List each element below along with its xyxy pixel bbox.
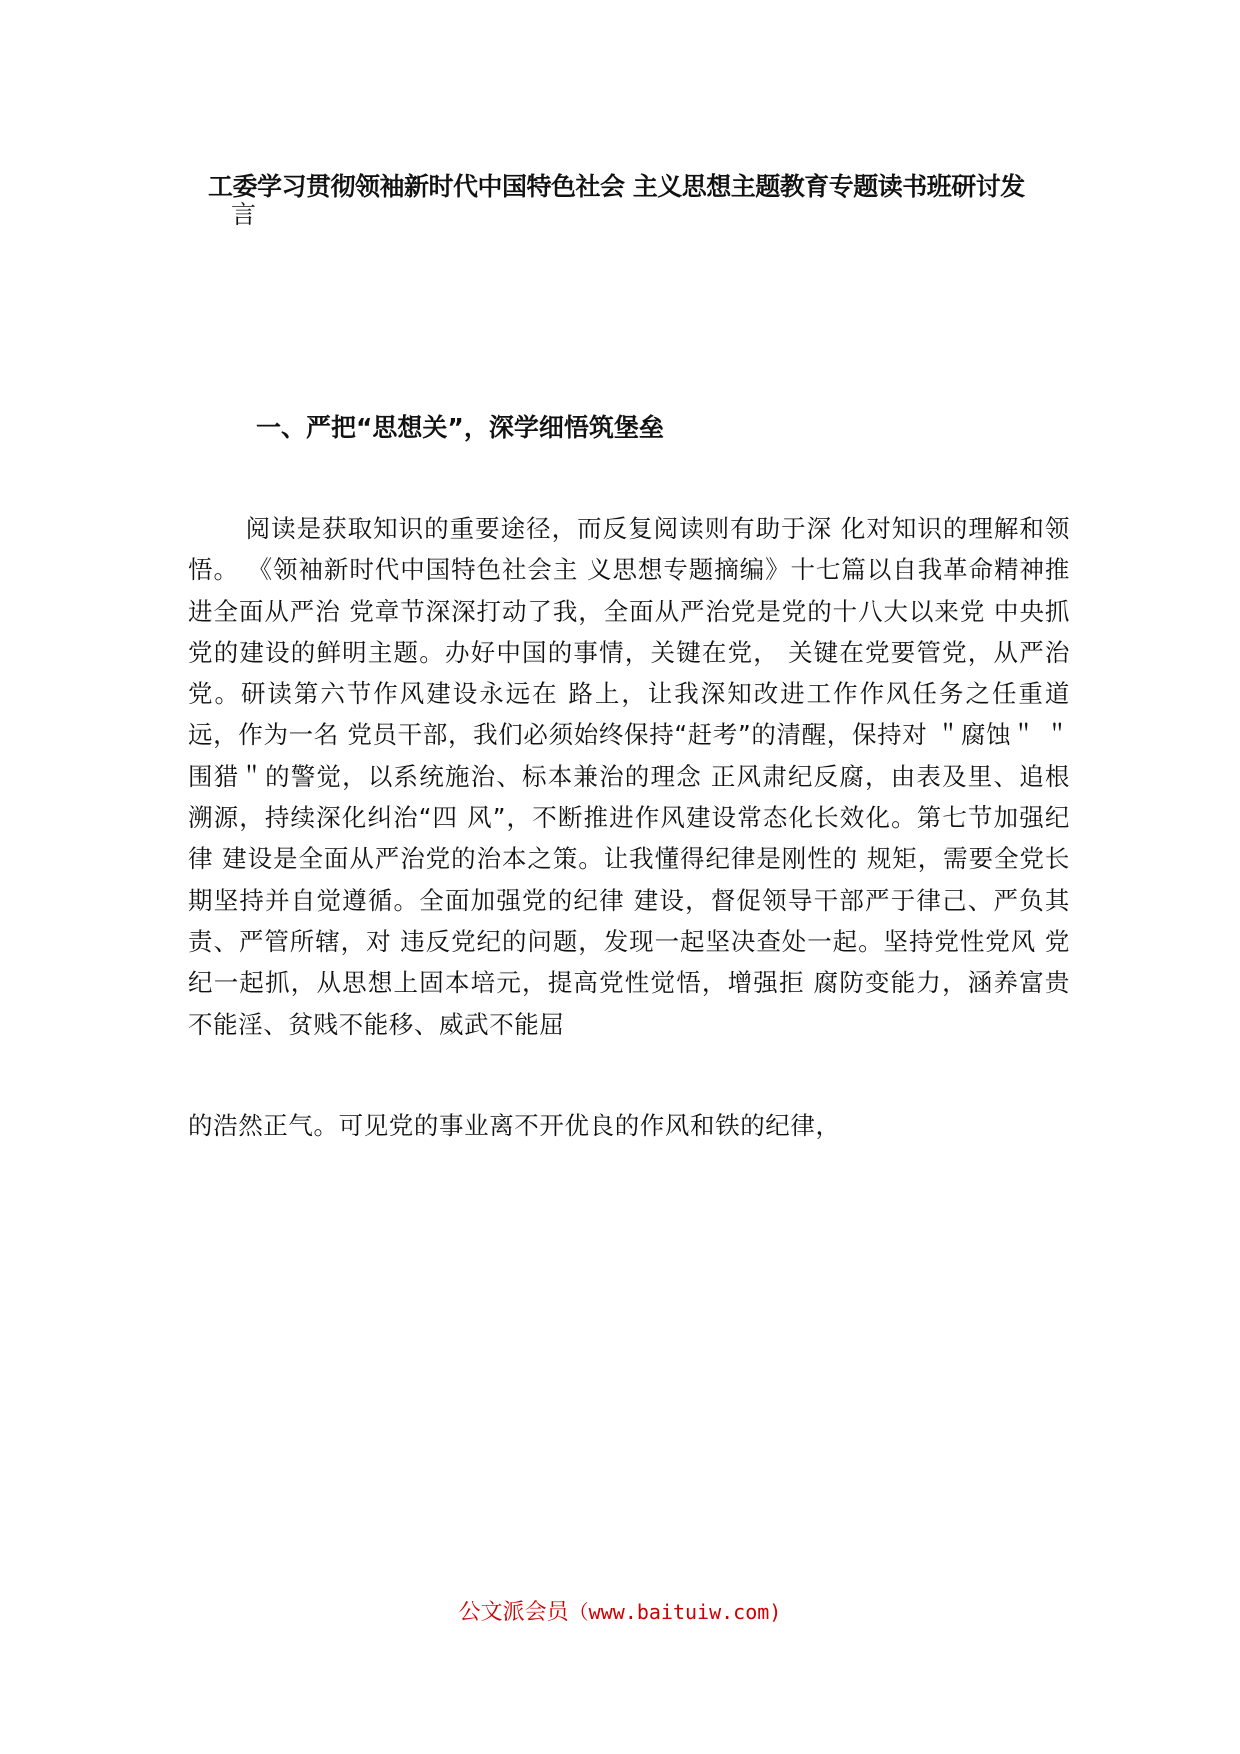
body-paragraph: 阅读是获取知识的重要途径，而反复阅读则有助于深 化对知识的理解和领悟。 《领袖新时代中国特色社会主 义思想专题摘编》十七篇以自我革命精神推进全面从严治 党章节深深打动了我，全面从严治党是党的十八大以来党 中央抓党的建设的鲜明主题。办好中国的事情，关键在党， 关键在党要管党，从严治党。研读第六节作风建设永远在 路上，让我深知改进工作作风任务之任重道远，作为一名 党员干部，我们必须始终保持“赶考”的清醒，保持对 ＂腐蚀＂ ＂围猎＂的警觉，以系统施治、标本兼治的理念 正风肃纪反腐，由表及里、追根溯源，持续深化纠治“四 风”，不断推进作风建设常态化长效化。第七节加强纪律 建设是全面从严治党的治本之策。让我懂得纪律是刚性的 规矩，需要全党长期坚持并自觉遵循。全面加强党的纪律 建设，督促领导干部严于律己、严负其责、严管所辖，对 违反党纪的问题，发现一起坚决查处一起。坚持党性党风 党纪一起抓，从思想上固本培元，提高党性觉悟，增强拒 腐防变能力，涵养富贵不能淫、贫贱不能移、威武不能屈	[188, 514, 1070, 1039]
title-line-1: 工委学习贯彻领袖新时代中国特色社会 主义思想主题教育专题读书班研讨发	[208, 172, 1025, 201]
footer-watermark	[0, 1597, 1240, 1628]
footer-url: （www.baituiw.com)	[568, 1600, 782, 1624]
body-paragraph-continued: 的浩然正气。可见党的事业离不开优良的作风和铁的纪律，	[188, 1111, 841, 1140]
footer-brand: 公文派会员	[458, 1600, 569, 1625]
title-line-2: 言	[231, 200, 256, 229]
section-heading: 一、严把“思想关”，深学细悟筑堡垒	[256, 413, 664, 442]
document-title	[208, 173, 1058, 229]
